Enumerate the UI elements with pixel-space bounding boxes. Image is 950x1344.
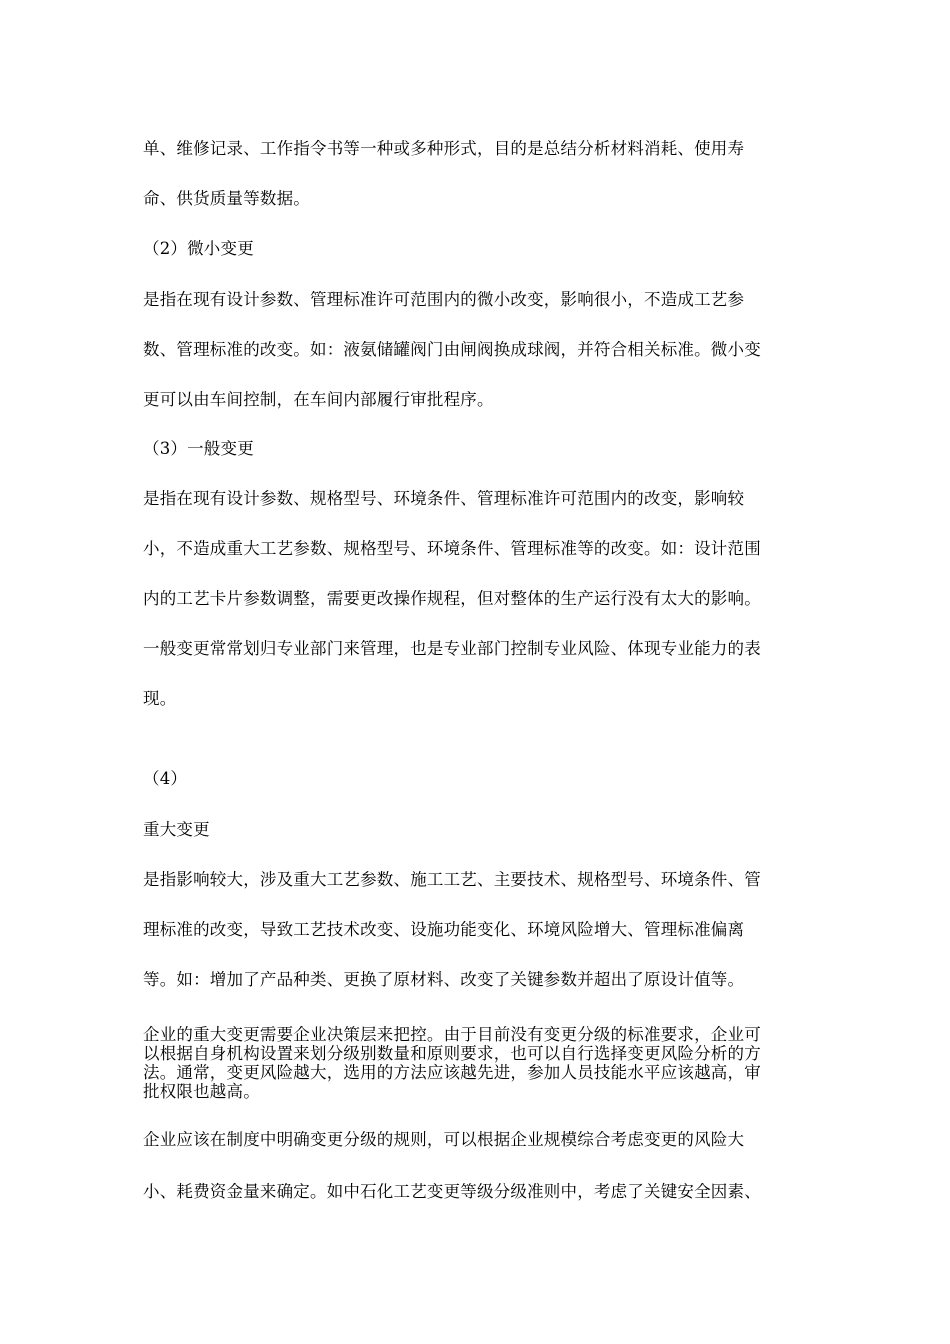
section-heading-2: （2）微小变更 bbox=[143, 239, 254, 258]
paragraph-line: 命、供货质量等数据。 bbox=[143, 189, 310, 208]
paragraph-line: 数、管理标准的改变。如：液氨储罐阀门由闸阀换成球阀，并符合相关标准。微小变 bbox=[143, 340, 761, 359]
paragraph-line: 法。通常，变更风险越大，选用的方法应该越先进，参加人员技能水平应该越高，审 bbox=[143, 1063, 761, 1082]
paragraph-line: 等。如：增加了产品种类、更换了原材料、改变了关键参数并超出了原设计值等。 bbox=[143, 970, 745, 989]
paragraph-line: 内的工艺卡片参数调整，需要更改操作规程，但对整体的生产运行没有太大的影响。 bbox=[143, 589, 761, 608]
paragraph-line: 是指在现有设计参数、管理标准许可范围内的微小改变，影响很小，不造成工艺参 bbox=[143, 290, 745, 309]
paragraph-line: 小、耗费资金量来确定。如中石化工艺变更等级分级准则中，考虑了关键安全因素、 bbox=[143, 1182, 761, 1201]
paragraph-line: 是指在现有设计参数、规格型号、环境条件、管理标准许可范围内的改变，影响较 bbox=[143, 489, 745, 508]
paragraph-line: 更可以由车间控制，在车间内部履行审批程序。 bbox=[143, 390, 494, 409]
section-heading-4-number: （4） bbox=[143, 769, 188, 788]
paragraph-line: 一般变更常常划归专业部门来管理，也是专业部门控制专业风险、体现专业能力的表 bbox=[143, 639, 761, 658]
paragraph-line: 企业的重大变更需要企业决策层来把控。由于目前没有变更分级的标准要求，企业可 bbox=[143, 1025, 761, 1044]
section-heading-3: （3）一般变更 bbox=[143, 439, 254, 458]
paragraph-line: 现。 bbox=[143, 689, 177, 708]
paragraph-line: 以根据自身机构设置来划分级别数量和原则要求，也可以自行选择变更风险分析的方 bbox=[143, 1044, 761, 1063]
paragraph-line: 企业应该在制度中明确变更分级的规则，可以根据企业规模综合考虑变更的风险大 bbox=[143, 1130, 745, 1149]
paragraph-line: 理标准的改变，导致工艺技术改变、设施功能变化、环境风险增大、管理标准偏离 bbox=[143, 920, 745, 939]
paragraph-line: 小，不造成重大工艺参数、规格型号、环境条件、管理标准等的改变。如：设计范围 bbox=[143, 539, 761, 558]
paragraph-line: 单、维修记录、工作指令书等一种或多种形式，目的是总结分析材料消耗、使用寿 bbox=[143, 139, 745, 158]
dense-paragraph bbox=[143, 1025, 823, 1101]
section-heading-4-title: 重大变更 bbox=[143, 820, 210, 839]
paragraph-line: 批权限也越高。 bbox=[143, 1082, 260, 1101]
paragraph-line: 是指影响较大，涉及重大工艺参数、施工工艺、主要技术、规格型号、环境条件、管 bbox=[143, 870, 761, 889]
